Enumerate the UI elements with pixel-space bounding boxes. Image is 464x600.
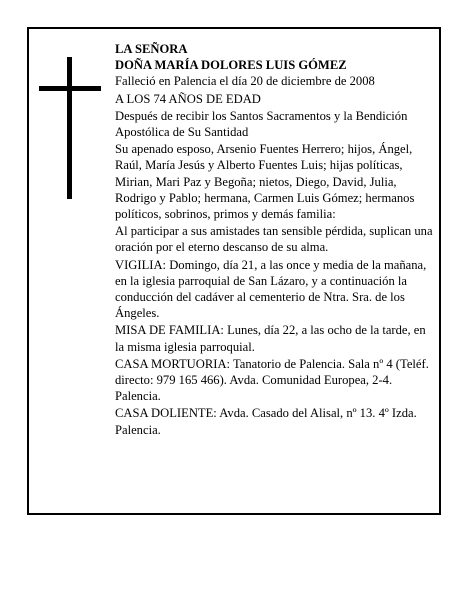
notice-title-line1: LA SEÑORA bbox=[115, 42, 188, 56]
prayer-request: Al participar a sus amistades tan sensible pérdida, suplican una oración por el eterno descanso de su alma. bbox=[115, 224, 433, 255]
funeral-home-info: CASA MORTUORIA: Tanatorio de Palencia. Sala nº 4 (Teléf. directo: 979 165 466). Avda. Comunidad Europea, 2-4. Palencia. bbox=[115, 356, 429, 404]
age-info: A LOS 74 AÑOS DE EDAD bbox=[115, 91, 261, 106]
cross-icon bbox=[39, 57, 101, 199]
deceased-name: DOÑA MARÍA DOLORES LUIS GÓMEZ bbox=[115, 58, 347, 73]
family-list: Su apenado esposo, Arsenio Fuentes Herrero; hijos, Ángel, Raúl, María Jesús y Alberto Fuentes Luis; hijas políticas, Mirian, Mari Paz y Begoña; nietos, Diego, David, Julia, Rodrigo y Pablo; hermana, Carmen Luis Gómez; hermanos políticos, sobrinos, primos y demás familia: bbox=[115, 142, 415, 222]
obituary-notice bbox=[27, 27, 441, 515]
sacraments-text: Después de recibir los Santos Sacramentos y la Bendición Apostólica de Su Santidad bbox=[115, 108, 408, 140]
death-info: Falleció en Palencia el día 20 de diciembre de 2008 bbox=[115, 74, 375, 89]
vigil-info: VIGILIA: Domingo, día 21, a las once y media de la mañana, en la iglesia parroquial de San Lázaro, y a continuación la conducción del cadáver al cementerio de Ntra. Sra. de los Ángeles. bbox=[115, 257, 427, 321]
notice-text bbox=[115, 41, 435, 439]
mourning-house-info: CASA DOLIENTE: Avda. Casado del Alisal, nº 13. 4º Izda. Palencia. bbox=[115, 406, 417, 437]
family-mass-info: MISA DE FAMILIA: Lunes, día 22, a las ocho de la tarde, en la misma iglesia parroquial. bbox=[115, 323, 426, 354]
